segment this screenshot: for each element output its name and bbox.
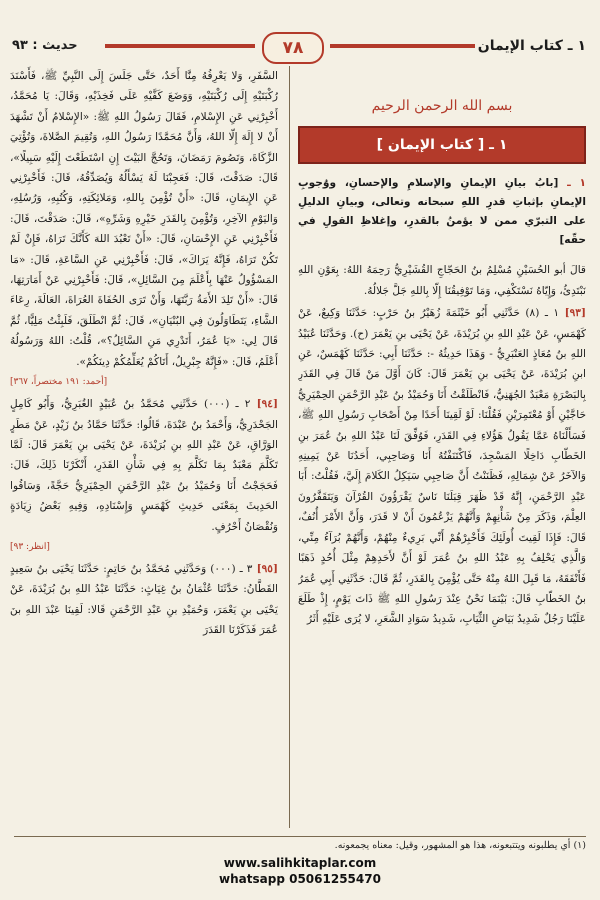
basmala: بسم الله الرحمن الرحيم (371, 98, 513, 114)
left-column (10, 66, 278, 828)
header-rule-left (105, 44, 255, 48)
chapter-title: ١ ـ كتاب الإيمان (477, 38, 586, 54)
intro-paragraph: قالَ أبو الحُسَيْنِ مُسْلِمُ بنُ الحَجّاجِ القُشَيْرِيُّ رَحِمَهُ اللهُ: بِعَوْنِ اللهِ نَبْتَدِئُ، وَإِيّاهُ نَسْتَكْفِي، وَمَا تَوْفِيقُنَا إِلّا بِاللهِ جَلَّ جَلالُهُ. (298, 264, 586, 297)
hadith-text: ٢ ـ (٠٠٠) حَدَّثَنِي مُحَمَّدُ بنُ عُبَيْدٍ الغُبَرِيُّ، وَأَبُو كَامِلٍ الجَحْدَرِيُّ، وَأَحْمَدُ بنُ عَبْدَةَ، قَالُوا: حَدَّثَنَا حَمَّادُ بنُ زَيْدٍ، عَنْ مَطَرٍ الوَرَّاقِ، عَنْ عَبْدِ اللهِ بنِ بُرَيْدَةَ، عَنْ يَحْيَى بنِ يَعْمَرَ قَالَ: لَمَّا تَكَلَّمَ مَعْبَدٌ بِمَا تَكَلَّمَ بِهِ فِي شَأْنِ القَدَرِ، أَنْكَرْنَا ذَلِكَ، قَالَ: فَحَجَجْتُ أَنَا وَحُمَيْدُ بنُ عَبْدِ الرَّحْمَنِ الحِمْيَرِيُّ حَجَّةً، وَسَاقُوا الحَدِيثَ بِمَعْنَى حَدِيثِ كَهْمَسٍ وَإِسْنَادِهِ، وَفِيهِ بَعْضُ زِيَادَةٍ وَنُقْصَانُ أَحْرُفٍ. (10, 398, 278, 533)
hadith-text: ٣ ـ (٠٠٠) وَحَدَّثَنِي مُحَمَّدُ بنُ حَاتِمٍ: حَدَّثَنَا يَحْيَى بنُ سَعِيدٍ القَطَّانُ: حَدَّثَنَا عُثْمَانُ بنُ غِيَاثٍ: حَدَّثَنَا عَبْدُ اللهِ بنُ بُرَيْدَةَ، عَنْ يَحْيَى بنِ يَعْمَرَ، وَحُمَيْدِ بنِ عَبْدِ الرَّحْمَنِ قَالا: لَقِينَا عَبْدَ اللهِ بنَ عُمَرَ فَذَكَرْنَا القَدَرَ (10, 562, 278, 637)
whatsapp-watermark: whatsapp 05061255470 (219, 872, 381, 886)
right-column (298, 66, 586, 828)
hadith-93-continued: السَّفَرِ، وَلا يَعْرِفُهُ مِنَّا أَحَدٌ، حَتَّى جَلَسَ إِلَى النَّبِيِّ ﷺ، فَأَسْنَدَ رُكْبَتَيْهِ إِلَى رُكْبَتَيْهِ، وَوَضَعَ كَفَّيْهِ عَلَى فَخِذَيْهِ، وَقَالَ: يَا مُحَمَّدُ، أَخْبِرْنِي عَنِ الإِسْلامِ، فَقَالَ رَسُولُ اللهِ ﷺ: «الإِسْلامُ أَنْ تَشْهَدَ أَنْ لا إِلَهَ إِلّا اللهُ، وَأَنَّ مُحَمَّدًا رَسُولُ اللهِ، وَتُقِيمَ الصَّلاةَ، وَتُؤْتِيَ الزَّكَاةَ، وَتَصُومَ رَمَضَانَ، وَتَحُجَّ البَيْتَ إِنِ اسْتَطَعْتَ إِلَيْهِ سَبِيلًا»، قَالَ: صَدَقْتَ، قَالَ: فَعَجِبْنَا لَهُ يَسْأَلُهُ وَيُصَدِّقُهُ، قَالَ: فَأَخْبِرْنِي عَنِ الإِيمَانِ، قَالَ: «أَنْ تُؤْمِنَ بِاللهِ، وَمَلائِكَتِهِ، وَكُتُبِهِ، وَرُسُلِهِ، وَاليَوْمِ الآخِرِ، وَتُؤْمِنَ بِالقَدَرِ خَيْرِهِ وَشَرِّهِ»، قَالَ: صَدَقْتَ، قَالَ: فَأَخْبِرْنِي عَنِ الإِحْسَانِ، قَالَ: «أَنْ تَعْبُدَ اللهَ كَأَنَّكَ تَرَاهُ، فَإِنْ لَمْ تَكُنْ تَرَاهُ، فَإِنَّهُ يَرَاكَ»، قَالَ: فَأَخْبِرْنِي عَنِ السَّاعَةِ، قَالَ: «مَا المَسْؤُولُ عَنْهَا بِأَعْلَمَ مِنَ السَّائِلِ»، قَالَ: فَأَخْبِرْنِي عَنْ أَمَارَتِهَا، قَالَ: «أَنْ تَلِدَ الأَمَةُ رَبَّتَهَا، وَأَنْ تَرَى الحُفَاةَ العُرَاةَ، العَالَةَ، رِعَاءَ الشَّاءِ، يَتَطَاوَلُونَ فِي البُنْيَانِ»، قَالَ: ثُمَّ انْطَلَقَ، فَلَبِثْتُ مَلِيًّا، ثُمَّ قَالَ لِي: «يَا عُمَرُ، أَتَدْرِي مَنِ السَّائِلُ؟»، قُلْتُ: اللهُ وَرَسُولُهُ أَعْلَمُ، قَالَ: «فَإِنَّهُ جِبْرِيلُ، أَتَاكُمْ يُعَلِّمُكُمْ دِينَكُمْ». (10, 70, 278, 368)
page-header (0, 30, 600, 64)
bab-text: [بابُ بيانِ الإيمانِ والإسلامِ والإحسانِ، ووُجوبِ الإيمانِ بإثباتِ قدرِ اللهِ سبحانه وتعالى، وبيانِ الدليلِ على التبرّي ممن لا يؤمنُ بالقدرِ، وإغلاظِ القولِ في حقّه] (298, 177, 586, 247)
hadith-reference: حديث : ٩٣ (12, 38, 78, 53)
source-reference: [أحمد: ١٩١ مختصراً، ٣٦٧] (10, 377, 108, 388)
hadith-text: ١ ـ (٨) حَدَّثَنِي أَبُو خَيْثَمَةَ زُهَيْرُ بنُ حَرْبٍ: حَدَّثَنَا وَكِيعٌ، عَنْ كَهْمَسٍ، عَنْ عَبْدِ اللهِ بنِ بُرَيْدَةَ، عَنْ يَحْيَى بنِ يَعْمَرَ (ح). وَحَدَّثَنَا عُبَيْدُ اللهِ بنُ مُعَاذٍ العَنْبَرِيُّ - وَهَذَا حَدِيثُهُ -: حَدَّثَنَا أَبِي: حَدَّثَنَا كَهْمَسٌ، عَنِ ابنِ بُرَيْدَةَ، عَنْ يَحْيَى بنِ يَعْمَرَ قَالَ: كَانَ أَوَّلَ مَنْ قَالَ فِي القَدَرِ بِالبَصْرَةِ مَعْبَدٌ الجُهَنِيُّ، فَانْطَلَقْتُ أَنَا وَحُمَيْدُ بنُ عَبْدِ الرَّحْمَنِ الحِمْيَرِيُّ حَاجَّيْنِ أَوْ مُعْتَمِرَيْنِ فَقُلْنَا: لَوْ لَقِينَا أَحَدًا مِنْ أَصْحَابِ رَسُولِ اللهِ ﷺ، فَسَأَلْنَاهُ عَمَّا يَقُولُ هَؤُلاءِ فِي القَدَرِ، فَوُفِّقَ لَنَا عَبْدُ اللهِ بنُ عُمَرَ بنِ الخَطّابِ دَاخِلًا المَسْجِدَ، فَاكْتَنَفْتُهُ أَنَا وَصَاحِبِي، أَحَدُنَا عَنْ يَمِينِهِ وَالآخَرُ عَنْ شِمَالِهِ، فَظَنَنْتُ أَنَّ صَاحِبِي سَيَكِلُ الكَلامَ إِلَيَّ، فَقُلْتُ: أَبَا عَبْدِ الرَّحْمَنِ، إِنَّهُ قَدْ ظَهَرَ قِبَلَنَا نَاسٌ يَقْرَؤُونَ القُرْآنَ وَيَتَقَفَّرُونَ العِلْمَ، وَذَكَرَ مِنْ شَأْنِهِمْ وَأَنَّهُمْ يَزْعُمُونَ أَنْ لا قَدَرَ، وَأَنَّ الأَمْرَ أُنُفٌ، قَالَ: فَإِذَا لَقِيتَ أُولَئِكَ فَأَخْبِرْهُمْ أَنِّي بَرِيءٌ مِنْهُمْ، وَأَنَّهُمْ بُرَآءُ مِنِّي، وَالَّذِي يَحْلِفُ بِهِ عَبْدُ اللهِ بنُ عُمَرَ لَوْ أَنَّ لأَحَدِهِمْ مِثْلَ أُحُدٍ ذَهَبًا فَأَنْفَقَهُ، مَا قَبِلَ اللهُ مِنْهُ حَتَّى يُؤْمِنَ بِالقَدَرِ، ثُمَّ قَالَ: حَدَّثَنِي أَبِي عُمَرُ بنُ الخَطّابِ قَالَ: بَيْنَمَا نَحْنُ عِنْدَ رَسُولِ اللهِ ﷺ ذَاتَ يَوْمٍ، إِذْ طَلَعَ عَلَيْنَا رَجُلٌ شَدِيدُ بَيَاضِ الثِّيَابِ، شَدِيدُ سَوَادِ الشَّعَرِ، لا يُرَى عَلَيْهِ أَثَرُ (298, 307, 586, 626)
hadith-number: [٩٣] (564, 307, 586, 320)
hadith-93 (298, 303, 586, 630)
hadith-number: [٩٤] (256, 398, 278, 411)
source-reference: [انظر: ٩٣] (10, 541, 50, 552)
chapter-heading (298, 174, 586, 250)
bab-number: ١ ـ (567, 177, 586, 190)
book-title-box (298, 126, 586, 164)
page-number: ٧٨ (262, 32, 324, 64)
header-rule-right (330, 44, 475, 48)
book-title: ١ ـ [ كتاب الإيمان ] (376, 137, 508, 154)
column-divider (289, 66, 290, 828)
footnote: (١) أي يطلبونه ويتتبعونه، هذا هو المشهور، وقيل: معناه يجمعونه. (14, 836, 586, 851)
hadith-number: [٩٥] (256, 562, 278, 575)
website-watermark: www.salihkitaplar.com (223, 856, 377, 870)
hadith-95 (10, 559, 278, 641)
hadith-94 (10, 394, 278, 537)
